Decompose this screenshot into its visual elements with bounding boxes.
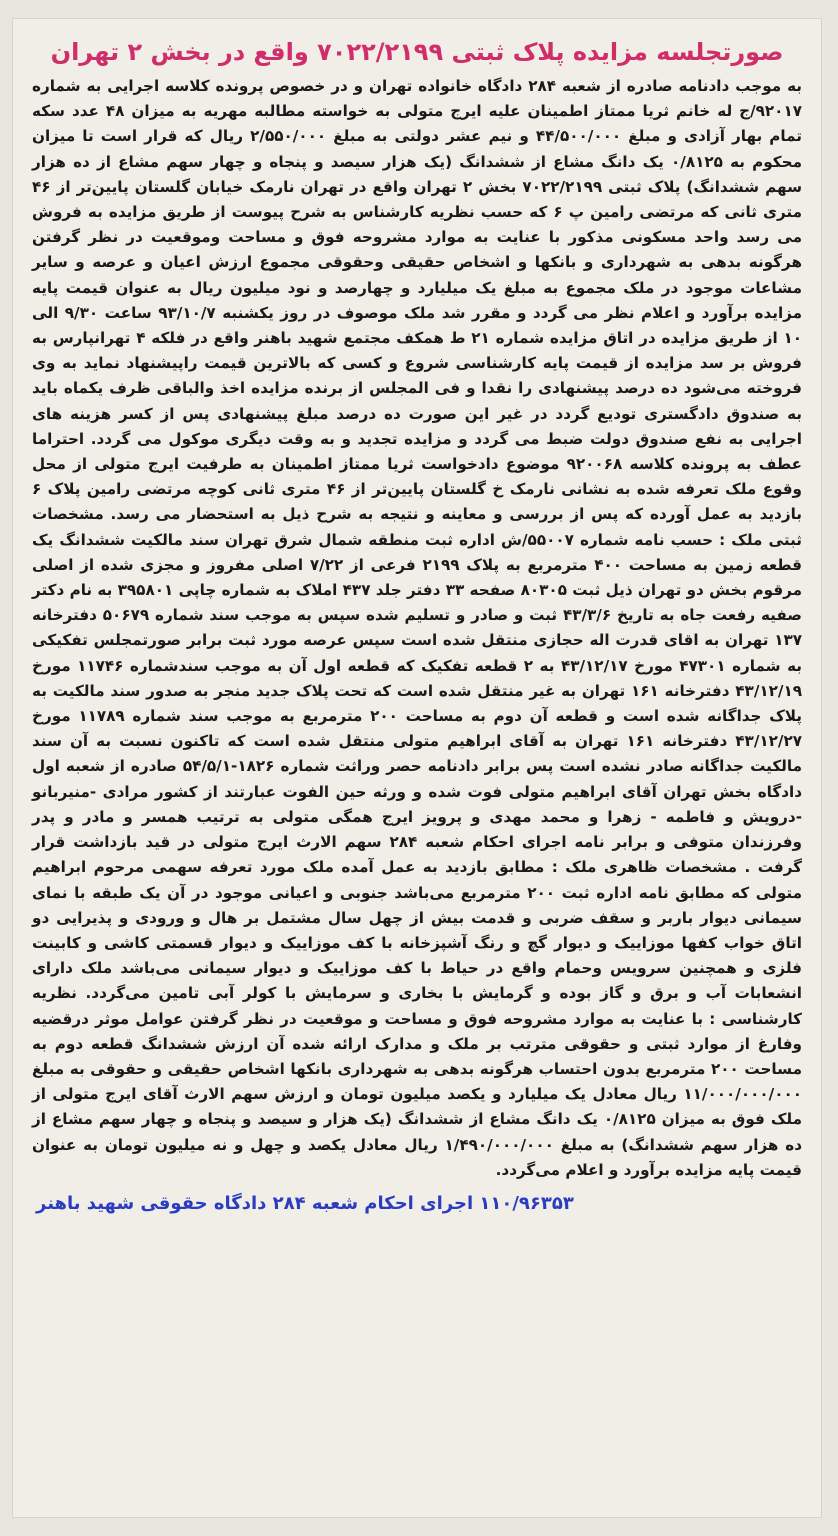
- notice-body: به موجب دادنامه صادره از شعبه ۲۸۴ دادگاه خانواده تهران و در خصوص پرونده کلاسه اجرایی به شماره ۹۲۰۱۷/ج له خانم ثریا ممتاز اطمینان علیه ایرج متولی به خواسته مطالبه مهریه به میزان ۴۸ عدد سکه تمام بهار آزادی و مبلغ ۴۴/۵۰۰/۰۰۰ و نیم عشر دولتی به مبلغ ۲/۵۵۰/۰۰۰ ریال که قرار است تا میزان محکوم به ۰/۸۱۲۵ یک دانگ مشاع از ششدانگ (یک هزار سیصد و پنجاه و چهار سهم مشاع از ده هزار سهم ششدانگ) پلاک ثبتی ۷۰۲۲/۲۱۹۹ بخش ۲ تهران واقع در تهران نارمک خیابان گلستان پایین‌تر از ۴۶ متری ثانی که مرتضی رامین پ ۶ که حسب نظریه کارشناس به شرح پیوست از طریق مزایده به فروش می رسد واحد مسکونی مذکور با عنایت به موارد مشروحه فوق و مساحت وموقعیت در نظر گرفتن هرگونه بدهی به شهرداری و بانکها و اشخاص حقیقی وحقوقی مجموع ارزش اعیان و عرصه و سایر مشاعات موجود در ملک مجموع به مبلغ یک میلیارد و چهارصد و نود میلیون ریال به عنوان قیمت پایه مزایده برآورد و اعلام نظر می گردد و مقرر شد ملک موصوف در روز یکشنبه ۹۳/۱۰/۷ ساعت ۹/۳۰ الی ۱۰ از طریق مزایده در اتاق مزایده شماره ۲۱ ط همکف مجتمع شهید باهنر واقع در فلکه ۴ تهرانپارس به فروش بر سد مزایده از قیمت پایه کارشناسی شروع و کسی که بالاترین قیمت راپیشنهاد نماید به وی فروخته می‌شود ده درصد پیشنهادی را نقدا و فی المجلس از برنده مزایده اخذ والباقی ظرف یکماه باید به صندوق دادگستری تودیع گردد در غیر این صورت ده درصد مبلغ پیشنهادی پس از کسر هزینه های اجرایی به نفع صندوق دولت ضبط می گردد و مزایده تجدید و به وقت دیگری موکول می گردد. احتراما عطف به پرونده کلاسه ۹۲۰۰۶۸ موضوع دادخواست ثریا ممتاز اطمینان به طرفیت ایرج متولی از محل وقوع ملک تعرفه شده به نشانی نارمک خ گلستان پایین‌تر از ۴۶ متری ثانی کوچه مرتضی رامین پلاک ۶ بازدید به عمل آورده که پس از بررسی و معاینه و نتیجه به شرح ذیل به استحضار می رسد. مشخصات ثبتی ملک : حسب نامه شماره ۵۵۰۰۷/ش اداره ثبت منطقه شمال شرق تهران سند مالکیت ششدانگ یک قطعه زمین به مساحت ۴۰۰ مترمربع به پلاک ۲۱۹۹ فرعی از ۷/۲۲ اصلی مفروز و مجزی شده از اصلی مرقوم بخش دو تهران ذیل ثبت ۸۰۳۰۵ صفحه ۳۳ دفتر جلد ۴۳۷ املاک به شماره چاپی ۳۹۵۸۰۱ به نام دکتر صفیه رفعت جاه به تاریخ ۴۳/۳/۶ ثبت و صادر و تسلیم شده سپس به موجب سند شماره ۵۰۶۷۹ دفترخانه ۱۳۷ تهران به اقای قدرت اله حجازی منتقل شده است سپس عرصه مورد ثبت برابر صورتمجلس تفکیکی به شماره ۴۷۳۰۱ مورخ ۴۳/۱۲/۱۷ به ۲ قطعه تفکیک که قطعه اول آن به موجب سندشماره ۱۱۷۴۶ مورخ ۴۳/۱۲/۱۹ دفترخانه ۱۶۱ تهران به غیر منتقل شده است که تحت پلاک جدید منجر به صدور سند مالکیت به پلاک جداگانه شده است و قطعه آن دوم به مساحت ۲۰۰ مترمربع به موجب سند شماره ۱۱۷۸۹ مورخ ۴۳/۱۲/۲۷ دفترخانه ۱۶۱ تهران به آقای ابراهیم متولی منتقل شده است که تاکنون نسبت به آن سند مالکیت جداگانه صادر نشده است پس برابر دادنامه حصر وراثت شماره ۱۸۲۶-۵۴/۵/۱ صادره از شعبه اول دادگاه بخش تهران آقای ابراهیم متولی فوت شده و ورثه حین الفوت عبارتند از کشور مرادی -منیربانو -درویش و فاطمه - زهرا و محمد مهدی و پرویز ایرج همگی متولی به ترتیب همسر و مادر و پدر وفرزندان متوفی و برابر نامه اجرای احکام شعبه ۲۸۴ سهم الارث ایرج متولی در قید بازداشت قرار گرفت . مشخصات ظاهری ملک : مطابق بازدید به عمل آمده ملک مورد تعرفه سهمی مرحوم ابراهیم متولی که مطابق نامه اداره ثبت ۲۰۰ مترمربع می‌باشد جنوبی و اعیانی موجود در آن یک طبقه با نمای سیمانی دیوار باربر و سقف ضربی و قدمت بیش از چهل سال مشتمل بر هال و ورودی و پذیرایی دو اتاق خواب کفها موزاییک و دیوار گچ و رنگ آشپزخانه با کف موزاییک و دیوار قسمتی کاشی و کابینت فلزی و همچنین سرویس وحمام واقع در حیاط با کف موزاییک و دیوار سیمانی می‌باشد ملک دارای انشعابات آب و برق و گاز بوده و گرمایش با بخاری و سرمایش با کولر آبی تامین می‌گردد. نظریه کارشناسی : با عنایت به موارد مشروحه فوق و مساحت و موقعیت در نظر گرفتن عوامل موثر درقضیه وفارغ از موارد ثبتی و حقوقی مترتب بر ملک و مدارک ارائه شده آن ارزش ششدانگ قطعه دوم به مساحت ۲۰۰ مترمربع بدون احتساب هرگونه بدهی به شهرداری بانکها اشخاص حقیقی و حقوقی به مبلغ ۱۱/۰۰۰/۰۰۰/۰۰۰ ریال معادل یک میلیارد و یکصد میلیون تومان و ارزش سهم الارث آقای ایرج متولی از ملک فوق به میزان ۰/۸۱۲۵ یک دانگ مشاع از ششدانگ (یک هزار و سیصد و پنجاه و چهار سهم مشاع از ده هزار سهم ششدانگ) به مبلغ ۱/۴۹۰/۰۰۰/۰۰۰ ریال معادل یکصد و چهل و نه میلیون تومان به عنوان قیمت پایه مزایده برآورد و اعلام می‌گردد.: [32, 77, 803, 1179]
- notice-footer: ۱۱۰/۹۶۳۵۳ اجرای احکام شعبه ۲۸۴ دادگاه حقوقی شهید باهنر: [36, 1192, 574, 1214]
- notice-clipping: [12, 18, 822, 1518]
- notice-title: صورتجلسه مزایده پلاک ثبتی ۷۰۲۲/۲۱۹۹ واقع در بخش ۲ تهران: [50, 38, 784, 66]
